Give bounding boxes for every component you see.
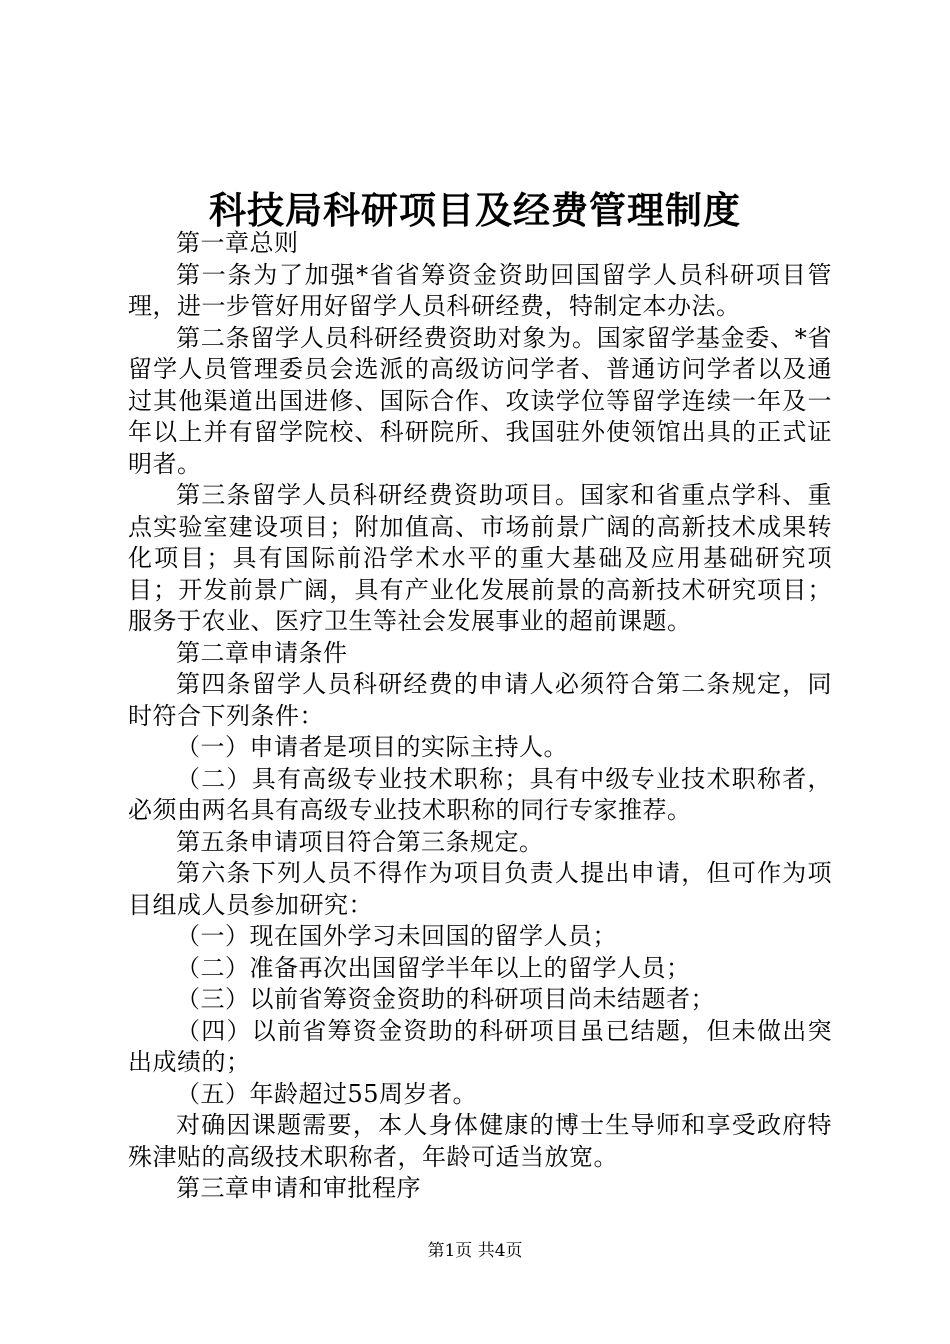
page-number-footer: 第1页 共4页 bbox=[427, 1241, 523, 1261]
document-body bbox=[128, 228, 832, 1205]
article-paragraph: 第二条留学人员科研经费资助对象为。国家留学基金委、*省留学人员管理委员会选派的高级访问学者、普通访问学者以及通过其他渠道出国进修、国际合作、攻读学位等留学连续一年及一年以上并有留学院校、科研院所、我国驻外使领馆出具的正式证明者。 bbox=[128, 323, 832, 478]
article-paragraph: 第四条留学人员科研经费的申请人必须符合第二条规定，同时符合下列条件： bbox=[128, 670, 832, 730]
list-item: （二）准备再次出国留学半年以上的留学人员； bbox=[176, 953, 691, 982]
list-item: （五）年龄超过55周岁者。 bbox=[176, 1079, 478, 1108]
list-item: （四）以前省筹资金资助的科研项目虽已结题，但未做出突出成绩的； bbox=[128, 1016, 832, 1076]
article-paragraph: 第五条申请项目符合第三条规定。 bbox=[176, 827, 544, 856]
article-paragraph: 第六条下列人员不得作为项目负责人提出申请，但可作为项目组成人员参加研究： bbox=[128, 859, 832, 919]
chapter-heading: 第二章申请条件 bbox=[176, 638, 348, 667]
list-item: （三）以前省筹资金资助的科研项目尚未结题者； bbox=[176, 985, 715, 1013]
document-title: 科技局科研项目及经费管理制度 bbox=[209, 188, 741, 232]
article-paragraph: 第一条为了加强*省省筹资金资助回国留学人员科研项目管理，进一步管好用好留学人员科研经费，特制定本办法。 bbox=[128, 260, 832, 320]
article-paragraph: 第三条留学人员科研经费资助项目。国家和省重点学科、重点实验室建设项目；附加值高、市场前景广阔的高新技术成果转化项目；具有国际前沿学术水平的重大基础及应用基础研究项目；开发前景广阔，具有产业化发展前景的高新技术研究项目；服务于农业、医疗卫生等社会发展事业的超前课题。 bbox=[128, 481, 832, 635]
chapter-heading: 第一章总则 bbox=[176, 229, 299, 257]
article-paragraph: 对确因课题需要，本人身体健康的博士生导师和享受政府特殊津贴的高级技术职称者，年龄可适当放宽。 bbox=[128, 1111, 832, 1171]
list-item: （一）申请者是项目的实际主持人。 bbox=[176, 733, 568, 761]
list-item: （二）具有高级专业技术职称；具有中级专业技术职称者，必须由两名具有高级专业技术职称的同行专家推荐。 bbox=[128, 764, 832, 824]
chapter-heading: 第三章申请和审批程序 bbox=[176, 1174, 421, 1202]
list-item: （一）现在国外学习未回国的留学人员； bbox=[176, 922, 617, 950]
